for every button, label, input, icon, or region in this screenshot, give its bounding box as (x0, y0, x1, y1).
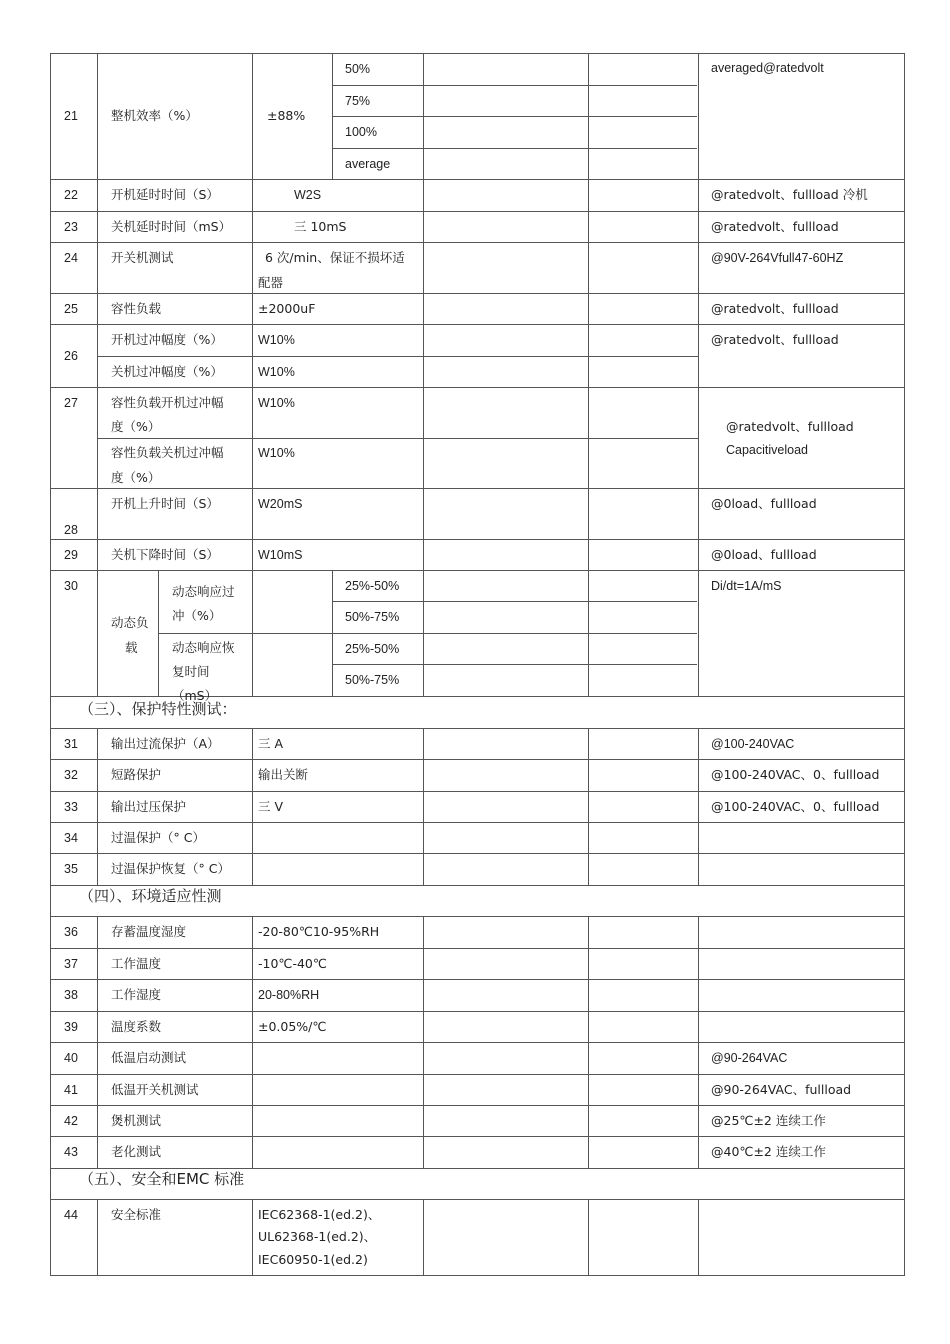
item-name: 输出过流保护（A） (111, 736, 220, 751)
sub-condition: 75% (345, 94, 371, 108)
grid-line (588, 54, 589, 696)
grid-line (423, 1199, 424, 1275)
test-condition: @ratedvolt、fullload (711, 332, 839, 347)
test-condition: @90V-264Vfull47-60HZ (711, 251, 844, 265)
grid-line (51, 1042, 904, 1043)
spec-value: 三 A (258, 736, 284, 751)
item-name: 短路保护 (111, 767, 162, 782)
spec-value: 6 次/min、保证不损坏适 (265, 250, 405, 265)
item-name: 关机延时时间（mS） (111, 219, 232, 234)
sub-condition: 100% (345, 125, 377, 139)
grid-line (423, 916, 424, 1168)
spec-value: -20-80℃10-95%RH (258, 924, 380, 939)
grid-line (51, 387, 904, 388)
row-number: 41 (64, 1083, 78, 1097)
grid-line (51, 539, 904, 540)
row-number: 24 (64, 251, 78, 265)
grid-line (332, 116, 697, 117)
group-label: 动态负 (111, 615, 149, 630)
spec-value: 三 10mS (294, 219, 347, 234)
row-number: 44 (64, 1208, 78, 1222)
test-condition: @40℃±2 连续工作 (711, 1144, 826, 1159)
grid-line (51, 1136, 904, 1137)
row-number: 40 (64, 1051, 78, 1065)
grid-line (332, 148, 697, 149)
grid-line (97, 356, 698, 357)
grid-line (51, 293, 904, 294)
item-name: 度（%） (111, 470, 161, 485)
row-number: 26 (64, 349, 78, 363)
spec-value: 配器 (258, 275, 284, 290)
row-number: 36 (64, 925, 78, 939)
spec-value: 20-80%RH (258, 988, 320, 1002)
spec-value: 三 V (258, 799, 284, 814)
row-number: 34 (64, 831, 78, 845)
test-condition: @ratedvolt、fullload (711, 219, 839, 234)
item-name: 容性负载关机过冲幅 (111, 445, 224, 460)
grid-line (332, 85, 697, 86)
item-name: 动态响应过 (172, 584, 235, 599)
item-name: 存蓄温度湿度 (111, 924, 187, 939)
item-name: 温度系数 (111, 1019, 162, 1034)
row-number: 38 (64, 988, 78, 1002)
test-condition: @100-240VAC (711, 737, 795, 751)
grid-line (332, 570, 333, 696)
grid-line (698, 728, 699, 885)
spec-value: W10% (258, 365, 295, 379)
item-name: 安全标准 (111, 1207, 162, 1222)
grid-line (252, 728, 253, 885)
test-condition: @ratedvolt、fullload (711, 301, 839, 316)
spec-value: W20mS (258, 497, 303, 511)
grid-line (51, 759, 904, 760)
item-name: 容性负载开机过冲幅 (111, 395, 224, 410)
item-name: 整机效率（%） (111, 108, 198, 123)
grid-line (588, 916, 589, 1168)
test-condition: averaged@ratedvolt (711, 61, 824, 75)
item-name: 开机延时时间（S） (111, 187, 219, 202)
grid-line (51, 916, 904, 917)
test-condition: Di/dt=1A/mS (711, 579, 782, 593)
test-condition: @90-264VAC、fullload (711, 1082, 852, 1097)
grid-line (698, 1199, 699, 1275)
row-number: 37 (64, 957, 78, 971)
grid-line (423, 728, 424, 885)
grid-line (51, 570, 904, 571)
spec-value: UL62368-1(ed.2)、 (258, 1229, 377, 1244)
row-number: 25 (64, 302, 78, 316)
test-condition: @100-240VAC、0、fullload (711, 799, 880, 814)
grid-line (423, 54, 424, 696)
item-name: 输出过压保护 (111, 799, 187, 814)
grid-line (51, 791, 904, 792)
spec-value: W10% (258, 446, 295, 460)
row-number: 32 (64, 768, 78, 782)
spec-value: ±2000uF (258, 301, 316, 316)
grid-line (97, 1199, 98, 1275)
spec-value: W10mS (258, 548, 303, 562)
item-name: 容性负载 (111, 301, 162, 316)
row-number: 42 (64, 1114, 78, 1128)
spec-value: ±0.05%/℃ (258, 1019, 327, 1034)
grid-line (332, 54, 333, 179)
test-condition: @0load、fullload (711, 496, 817, 511)
grid-line (332, 664, 697, 665)
row-number: 22 (64, 188, 78, 202)
row-number: 43 (64, 1145, 78, 1159)
item-name: 工作温度 (111, 956, 162, 971)
row-number: 30 (64, 579, 78, 593)
item-name: 度（%） (111, 419, 161, 434)
row-number: 39 (64, 1020, 78, 1034)
grid-line (97, 54, 98, 570)
sub-condition: 25%-50% (345, 642, 400, 656)
grid-line (698, 916, 699, 1168)
section-heading: （三）、保护特性测试： (79, 700, 237, 718)
spec-value: -10℃-40℃ (258, 956, 327, 971)
spec-value: IEC62368-1(ed.2)、 (258, 1207, 381, 1222)
grid-line (51, 211, 904, 212)
spec-value: IEC60950-1(ed.2) (258, 1252, 368, 1267)
item-name: 煲机测试 (111, 1113, 162, 1128)
row-number: 21 (64, 109, 78, 123)
spec-value: ±88% (267, 108, 306, 123)
sub-condition: 50%-75% (345, 610, 400, 624)
item-name: 复时间 (172, 664, 210, 679)
item-cell (159, 634, 251, 703)
grid-line (51, 1105, 904, 1106)
item-name: 过温保护（° C） (111, 830, 205, 845)
grid-line (252, 54, 253, 696)
item-name: 关机下降时间（S） (111, 547, 219, 562)
item-name: 开关机测试 (111, 250, 174, 265)
grid-line (698, 54, 699, 696)
test-condition: @90-264VAC (711, 1051, 788, 1065)
item-name: （mS） (172, 688, 218, 703)
item-name: 动态响应恢 (172, 640, 235, 655)
grid-line (252, 916, 253, 1168)
test-condition: @25℃±2 连续工作 (711, 1113, 826, 1128)
spec-value: W10% (258, 396, 295, 410)
section-heading: （四）、环境适应性测 (79, 887, 222, 905)
grid-line (332, 601, 697, 602)
grid-line (51, 1074, 904, 1075)
grid-line (51, 324, 904, 325)
grid-line (252, 1199, 253, 1275)
row-number: 31 (64, 737, 78, 751)
item-name: 开机过冲幅度（%） (111, 332, 223, 347)
item-name: 工作湿度 (111, 987, 162, 1002)
spec-value: W10% (258, 333, 295, 347)
spec-value: W2S (294, 188, 322, 202)
sub-condition: 25%-50% (345, 579, 400, 593)
row-number: 29 (64, 548, 78, 562)
grid-line (51, 242, 904, 243)
item-name: 老化测试 (111, 1144, 162, 1159)
grid-line (51, 728, 904, 729)
item-name: 关机过冲幅度（%） (111, 364, 223, 379)
test-condition: @ratedvolt、fullload 冷机 (711, 187, 868, 202)
grid-line (51, 179, 904, 180)
grid-line (97, 916, 98, 1168)
test-condition: @0load、fullload (711, 547, 817, 562)
item-name: 开机上升时间（S） (111, 496, 219, 511)
grid-line (51, 1011, 904, 1012)
grid-line (97, 438, 698, 439)
row-number: 35 (64, 862, 78, 876)
row-number: 27 (64, 396, 78, 410)
item-name: 过温保护恢复（° C） (111, 861, 230, 876)
row-number: 28 (64, 523, 78, 537)
grid-line (51, 1199, 904, 1200)
grid-line (588, 1199, 589, 1275)
grid-line (51, 948, 904, 949)
test-condition: @ratedvolt、fullload (726, 419, 854, 434)
grid-line (51, 979, 904, 980)
sub-condition: 50%-75% (345, 673, 400, 687)
sub-condition: average (345, 157, 391, 171)
grid-line (51, 488, 904, 489)
group-label: 载 (125, 640, 138, 655)
test-condition: @100-240VAC、0、fullload (711, 767, 880, 782)
row-number: 23 (64, 220, 78, 234)
item-name: 低温开关机测试 (111, 1082, 199, 1097)
grid-line (97, 728, 98, 885)
grid-line (51, 853, 904, 854)
test-condition: Capacitiveload (726, 443, 808, 457)
section-heading: （五）、安全和EMC 标准 (79, 1170, 245, 1188)
row-number: 33 (64, 800, 78, 814)
grid-line (97, 570, 98, 696)
grid-line (588, 728, 589, 885)
spec-table (50, 53, 905, 1276)
sub-condition: 50% (345, 62, 371, 76)
item-name: 冲（%） (172, 608, 222, 623)
spec-value: 输出关断 (258, 767, 309, 782)
grid-line (51, 822, 904, 823)
item-name: 低温启动测试 (111, 1050, 187, 1065)
